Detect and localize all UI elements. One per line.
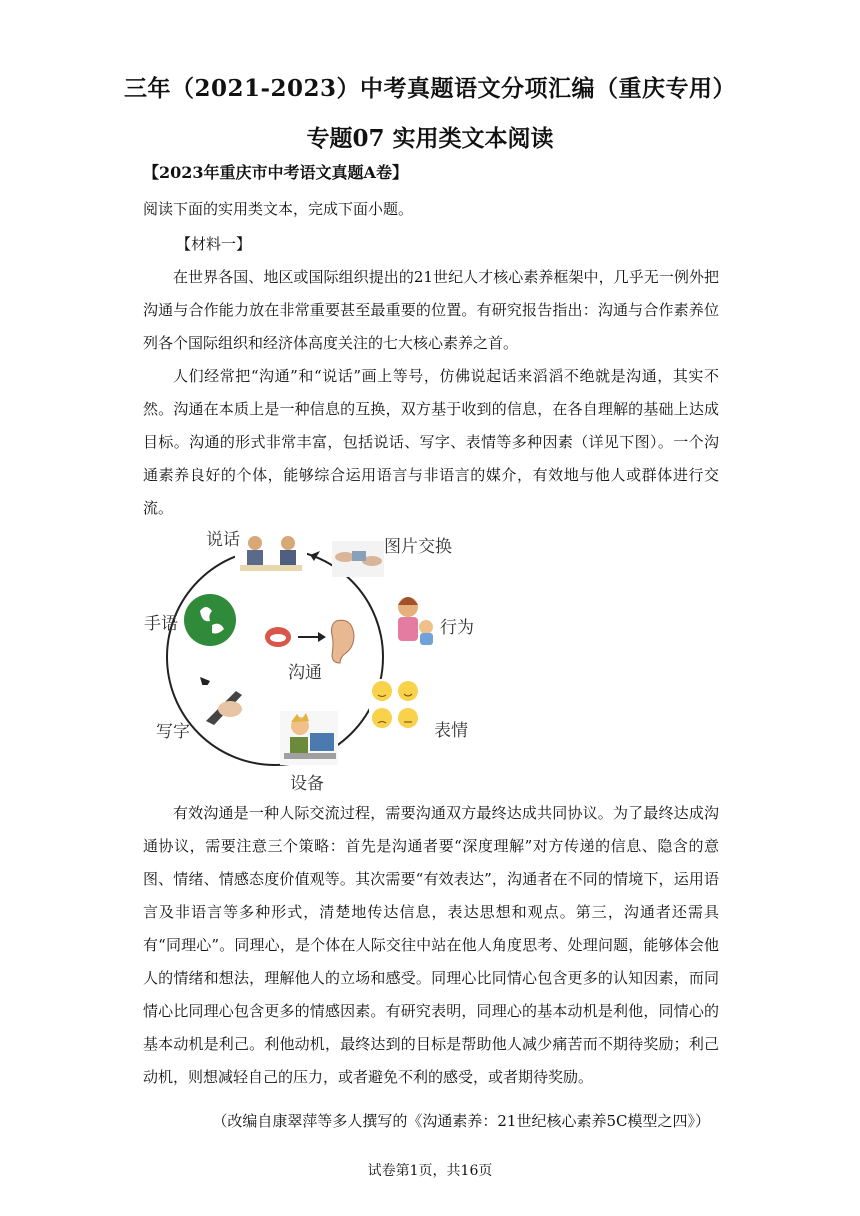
section-header: 【2023年重庆市中考语文真题A卷】 xyxy=(143,163,408,182)
label-device: 设备 xyxy=(290,774,324,794)
arrow-right-icon xyxy=(298,632,326,642)
diagram-ring xyxy=(167,549,383,765)
page-footer: 试卷第1页，共16页 xyxy=(367,1163,493,1179)
paragraph-2: 人们经常把“沟通”和“说话”画上等号，仿佛说起话来滔滔不绝就是沟通，其实不然。沟通在本质上是一种信息的互换，双方基于收到的信息，在各自理解的基础上达成目标。沟通的形式非常丰富，包括说话、写字、表情等多种因素（详见下图）。一个沟通素养良好的个体，能够综合运用语言与非语言的媒介，有效地与他人或群体进行交流。 xyxy=(143,367,719,517)
page-subtitle: 专题07 实用类文本阅读 xyxy=(306,125,554,152)
label-speaking: 说话 xyxy=(206,530,240,550)
picture-exchange-illustration xyxy=(332,541,384,577)
label-expression: 表情 xyxy=(434,721,468,741)
label-writing: 写字 xyxy=(156,722,190,742)
page-title: 三年（2021-2023）中考真题语文分项汇编（重庆专用） xyxy=(123,75,737,102)
material-label: 【材料一】 xyxy=(176,235,252,253)
device-illustration xyxy=(280,711,338,765)
expression-illustration xyxy=(369,679,421,733)
sign-language-icon xyxy=(184,594,236,646)
paragraph-3: 有效沟通是一种人际交流过程，需要沟通双方最终达成共同协议。为了最终达成沟通协议，需要注意三个策略：首先是沟通者要“深度理解”对方传递的信息、隐含的意图、情绪、情感态度价值观等。其次需要“有效表达”，沟通者在不同的情境下，运用语言及非语言等多种形式，清楚地传达信息，表达思想和观点。第三，沟通者还需具有“同理心”。同理心，是个体在人际交往中站在他人角度思考、处理问题，能够体会他人的情绪和想法，理解他人的立场和感受。同理心比同情心包含更多的认知因素，而同情心比同理心包含更多的情感因素。有研究表明，同理心的基本动机是利他，同情心的基本动机是利己。利他动机，最终达到的目标是帮助他人减少痛苦而不期待奖励；利己动机，则想减轻自己的压力，或者避免不利的感受，或者期待奖励。 xyxy=(143,804,719,1086)
label-behavior: 行为 xyxy=(440,618,474,638)
label-picture-exchange: 图片交换 xyxy=(384,537,452,557)
arrow-icon xyxy=(310,551,320,561)
paragraph-1: 在世界各国、地区或国际组织提出的21世纪人才核心素养框架中，几乎无一例外把沟通与合作能力放在非常重要甚至最重要的位置。有研究报告指出：沟通与合作素养位列各个国际组织和经济体高度关注的七大核心素养之首。 xyxy=(143,268,719,352)
source-citation: （改编自康翠萍等多人撰写的《沟通素养：21世纪核心素养5C模型之四》） xyxy=(212,1112,710,1130)
label-communication: 沟通 xyxy=(288,663,322,683)
mouth-icon xyxy=(265,627,291,647)
writing-illustration xyxy=(198,685,248,731)
label-sign-language: 手语 xyxy=(144,614,178,634)
instruction: 阅读下面的实用类文本，完成下面小题。 xyxy=(143,200,414,218)
communication-diagram xyxy=(140,525,480,795)
speaking-illustration xyxy=(235,533,307,575)
ear-icon xyxy=(332,620,355,663)
behavior-illustration xyxy=(398,597,433,645)
